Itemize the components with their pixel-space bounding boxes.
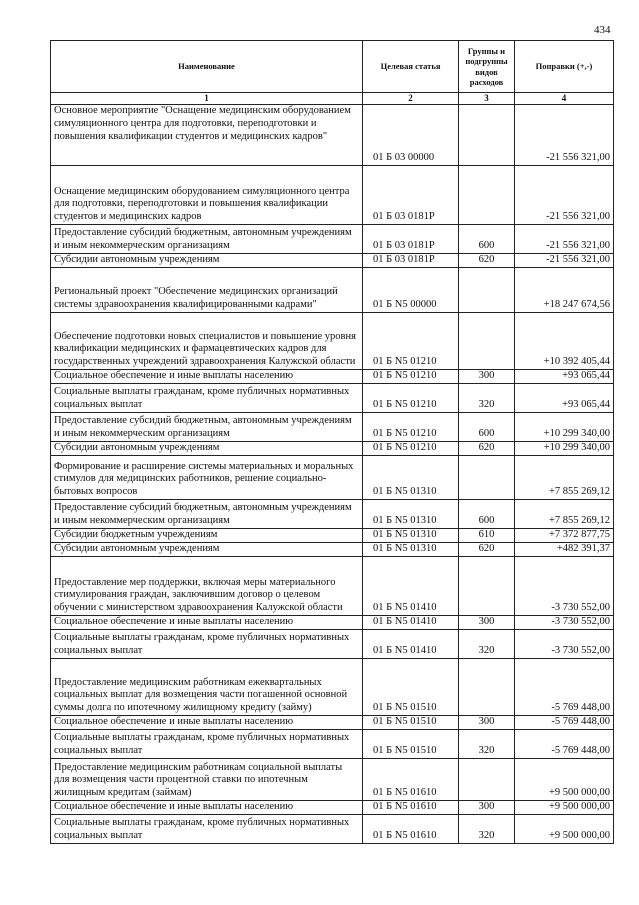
- header-expense-groups: Группы и подгруппы видов расходов: [459, 41, 515, 93]
- row-amount: +10 392 405,44: [515, 313, 614, 370]
- column-number: 1: [51, 93, 363, 105]
- row-amount: -3 730 552,00: [515, 616, 614, 630]
- row-amount: +18 247 674,56: [515, 268, 614, 313]
- table-row: [51, 384, 614, 413]
- table-row: [51, 659, 614, 716]
- row-group: 300: [459, 616, 515, 630]
- table-row: [51, 254, 614, 268]
- row-amount: +7 855 269,12: [515, 500, 614, 529]
- row-amount: +93 065,44: [515, 370, 614, 384]
- row-group: 320: [459, 630, 515, 659]
- row-code: 01 Б 03 0181Р: [363, 166, 459, 225]
- column-number-row: [51, 93, 614, 105]
- row-name: Региональный проект "Обеспечение медицинских организаций системы здравоохранения квалифицированными кадрами": [51, 268, 363, 313]
- row-code: 01 Б N5 01610: [363, 801, 459, 815]
- column-number: 4: [515, 93, 614, 105]
- row-code: 01 Б N5 01210: [363, 384, 459, 413]
- row-code: 01 Б N5 01510: [363, 716, 459, 730]
- row-group: 300: [459, 716, 515, 730]
- row-amount: -5 769 448,00: [515, 716, 614, 730]
- row-code: 01 Б N5 01510: [363, 659, 459, 716]
- row-amount: -21 556 321,00: [515, 254, 614, 268]
- table-row: [51, 225, 614, 254]
- row-code: 01 Б N5 01410: [363, 557, 459, 616]
- row-group: 610: [459, 529, 515, 543]
- row-group: 600: [459, 500, 515, 529]
- table-row: [51, 500, 614, 529]
- table-row: [51, 456, 614, 500]
- table-row: [51, 543, 614, 557]
- row-name: Обеспечение подготовки новых специалистов и повышение уровня квалификации медицинских и фармацевтических кадров для государственных учреждений здравоохранения Калужской области: [51, 313, 363, 370]
- table-row: [51, 166, 614, 225]
- table-row: [51, 529, 614, 543]
- row-group: [459, 313, 515, 370]
- table-row: [51, 413, 614, 442]
- row-amount: -3 730 552,00: [515, 557, 614, 616]
- row-amount: -21 556 321,00: [515, 225, 614, 254]
- row-group: [459, 659, 515, 716]
- table-row: [51, 442, 614, 456]
- row-code: 01 Б N5 01610: [363, 815, 459, 844]
- table-row: [51, 557, 614, 616]
- row-code: 01 Б N5 01510: [363, 730, 459, 759]
- table-row: [51, 815, 614, 844]
- row-code: 01 Б N5 01310: [363, 529, 459, 543]
- row-name: Предоставление мер поддержки, включая меры материального стимулирования граждан, заключившим договор о целевом обучении с министерством здравоохранения Калужской области: [51, 557, 363, 616]
- row-name: Оснащение медицинским оборудованием симуляционного центра для подготовки, переподготовки и повышения квалификации студентов и медицинских кадров: [51, 166, 363, 225]
- row-amount: -5 769 448,00: [515, 659, 614, 716]
- row-code: 01 Б N5 01210: [363, 442, 459, 456]
- row-code: 01 Б N5 01410: [363, 630, 459, 659]
- row-amount: +7 372 877,75: [515, 529, 614, 543]
- row-name: Предоставление субсидий бюджетным, автономным учреждениям и иным некоммерческим организациям: [51, 413, 363, 442]
- row-group: [459, 166, 515, 225]
- row-group: 300: [459, 801, 515, 815]
- row-name: Социальное обеспечение и иные выплаты населению: [51, 716, 363, 730]
- table-header-row: [51, 41, 614, 93]
- table-row: [51, 759, 614, 801]
- row-name: Социальные выплаты гражданам, кроме публичных нормативных социальных выплат: [51, 815, 363, 844]
- row-code: 01 Б N5 00000: [363, 268, 459, 313]
- row-name: Предоставление субсидий бюджетным, автономным учреждениям и иным некоммерческим организациям: [51, 225, 363, 254]
- row-name: Субсидии автономным учреждениям: [51, 254, 363, 268]
- row-code: 01 Б N5 01410: [363, 616, 459, 630]
- row-name: Субсидии автономным учреждениям: [51, 442, 363, 456]
- table-row: [51, 716, 614, 730]
- row-group: [459, 456, 515, 500]
- row-amount: +93 065,44: [515, 384, 614, 413]
- column-number: 2: [363, 93, 459, 105]
- row-amount: +7 855 269,12: [515, 456, 614, 500]
- row-amount: +482 391,37: [515, 543, 614, 557]
- row-name: Социальное обеспечение и иные выплаты населению: [51, 616, 363, 630]
- row-amount: -5 769 448,00: [515, 730, 614, 759]
- row-amount: +9 500 000,00: [515, 759, 614, 801]
- row-name: Предоставление медицинским работникам социальной выплаты для возмещения части процентной ставки по ипотечным жилищным кредитам (займам): [51, 759, 363, 801]
- table-row: [51, 313, 614, 370]
- table-row: [51, 370, 614, 384]
- header-amendments: Поправки (+,-): [515, 41, 614, 93]
- row-amount: -3 730 552,00: [515, 630, 614, 659]
- row-group: 320: [459, 730, 515, 759]
- row-group: 600: [459, 225, 515, 254]
- row-group: 320: [459, 384, 515, 413]
- row-code: 01 Б N5 01210: [363, 313, 459, 370]
- table-row: [51, 801, 614, 815]
- row-name: Субсидии бюджетным учреждениям: [51, 529, 363, 543]
- table-row: [51, 268, 614, 313]
- row-name: Социальные выплаты гражданам, кроме публичных нормативных социальных выплат: [51, 630, 363, 659]
- row-group: [459, 759, 515, 801]
- row-name: Социальные выплаты гражданам, кроме публичных нормативных социальных выплат: [51, 384, 363, 413]
- row-name: Предоставление медицинским работникам ежеквартальных социальных выплат для возмещения части погашенной основной суммы долга по ипотечному жилищному кредиту (займу): [51, 659, 363, 716]
- row-group: 620: [459, 543, 515, 557]
- column-number: 3: [459, 93, 515, 105]
- row-code: 01 Б N5 01210: [363, 413, 459, 442]
- row-amount: +10 299 340,00: [515, 442, 614, 456]
- row-code: 01 Б 03 00000: [363, 105, 459, 166]
- table-row: [51, 616, 614, 630]
- row-group: 320: [459, 815, 515, 844]
- table-row: [51, 630, 614, 659]
- row-name: Субсидии автономным учреждениям: [51, 543, 363, 557]
- header-name: Наименование: [51, 41, 363, 93]
- row-name: Основное мероприятие "Оснащение медицинским оборудованием симуляционного центра для подготовки, переподготовки и повышения квалификации студентов и медицинских кадров": [51, 105, 363, 166]
- row-amount: +10 299 340,00: [515, 413, 614, 442]
- row-name: Социальное обеспечение и иные выплаты населению: [51, 801, 363, 815]
- row-amount: +9 500 000,00: [515, 815, 614, 844]
- row-group: 620: [459, 254, 515, 268]
- row-group: [459, 105, 515, 166]
- row-group: [459, 268, 515, 313]
- row-group: 300: [459, 370, 515, 384]
- table-row: [51, 105, 614, 166]
- row-code: 01 Б N5 01310: [363, 456, 459, 500]
- row-code: 01 Б N5 01310: [363, 500, 459, 529]
- row-code: 01 Б 03 0181Р: [363, 254, 459, 268]
- row-code: 01 Б N5 01210: [363, 370, 459, 384]
- row-amount: -21 556 321,00: [515, 166, 614, 225]
- row-name: Социальные выплаты гражданам, кроме публичных нормативных социальных выплат: [51, 730, 363, 759]
- row-code: 01 Б 03 0181Р: [363, 225, 459, 254]
- row-group: [459, 557, 515, 616]
- row-name: Предоставление субсидий бюджетным, автономным учреждениям и иным некоммерческим организациям: [51, 500, 363, 529]
- page-number: 434: [594, 24, 611, 36]
- table-row: [51, 730, 614, 759]
- row-code: 01 Б N5 01310: [363, 543, 459, 557]
- row-code: 01 Б N5 01610: [363, 759, 459, 801]
- row-name: Формирование и расширение системы материальных и моральных стимулов для медицинских работников, решение социально-бытовых вопросов: [51, 456, 363, 500]
- row-name: Социальное обеспечение и иные выплаты населению: [51, 370, 363, 384]
- row-group: 600: [459, 413, 515, 442]
- row-group: 620: [459, 442, 515, 456]
- budget-amendments-table: [50, 40, 614, 844]
- row-amount: +9 500 000,00: [515, 801, 614, 815]
- header-target-article: Целевая статья: [363, 41, 459, 93]
- row-amount: -21 556 321,00: [515, 105, 614, 166]
